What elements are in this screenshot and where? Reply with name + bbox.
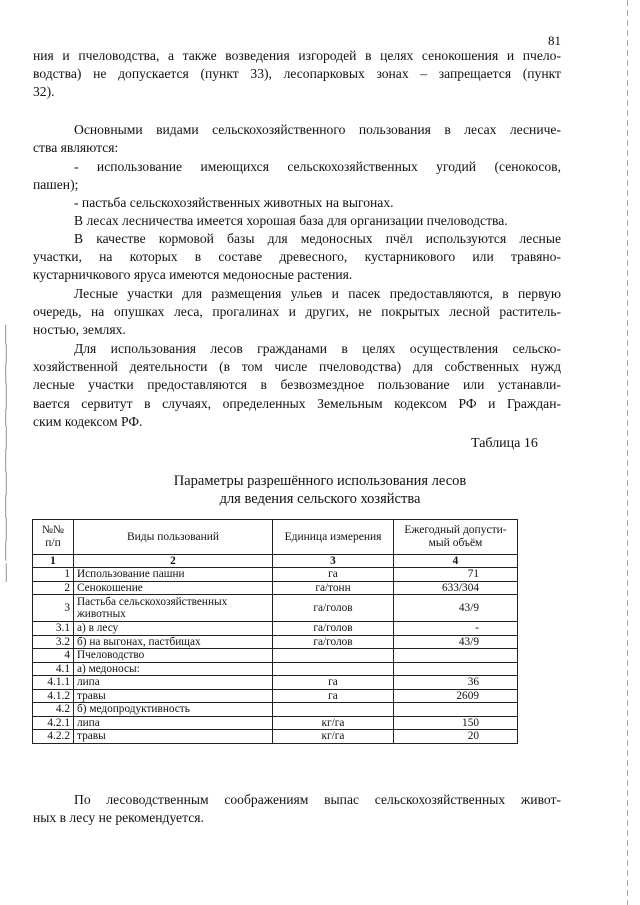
row-kind: а) в лесу (74, 622, 273, 636)
row-number: 4.2.2 (33, 730, 74, 744)
row-volume: 2609 (394, 689, 518, 703)
table-row (33, 689, 518, 703)
text-line: - использование имеющихся сельскохозяйственных угодий (сенокосов, (74, 159, 561, 174)
text-line: По лесоводственным соображениям выпас сельскохозяйственных живот- (74, 792, 561, 807)
text-line: ским кодексом РФ. (33, 413, 143, 429)
paragraph-3 (33, 158, 561, 194)
row-volume (394, 703, 518, 717)
text-line: участки, на которых в составе древесного, кустарникового или травяно- (33, 249, 561, 265)
table-row (33, 581, 518, 595)
row-kind: а) медоносы: (74, 662, 273, 676)
row-number: 1 (33, 568, 74, 582)
paragraph-2 (33, 121, 561, 157)
row-volume: 36 (394, 676, 518, 690)
text-line: В лесах лесничества имеется хорошая база для организации пчеловодства. (74, 213, 508, 228)
row-volume: 633/304 (394, 581, 518, 595)
table-row (33, 676, 518, 690)
table-row (33, 595, 518, 622)
page-number: 81 (548, 33, 561, 48)
header-kind: Виды пользований (74, 520, 273, 555)
table-row (33, 635, 518, 649)
paragraph-4 (33, 194, 561, 212)
text-line: лесные участки предоставляются в безвозмездное пользование или устанавли- (33, 377, 561, 393)
paragraph-7 (33, 285, 561, 340)
row-volume: 43/9 (394, 595, 518, 622)
row-unit: га (273, 676, 394, 690)
table-header-row (33, 520, 518, 555)
row-kind: травы (74, 730, 273, 744)
row-number: 4.1 (33, 662, 74, 676)
row-unit: га/голов (273, 622, 394, 636)
column-number: 4 (394, 555, 518, 568)
row-kind: Использование пашни (74, 568, 273, 582)
row-number: 4.1.1 (33, 676, 74, 690)
text-line: ства являются: (33, 140, 119, 156)
row-unit: га/голов (273, 635, 394, 649)
header-volume: Ежегодный допусти-мый объём (394, 520, 518, 555)
row-volume (394, 649, 518, 663)
row-kind: липа (74, 716, 273, 730)
row-number: 4.2 (33, 703, 74, 717)
text-line: Лесные участки для размещения ульев и пасек предоставляются, в первую (74, 286, 561, 301)
row-kind: Сенокошение (74, 581, 273, 595)
table-row (33, 649, 518, 663)
forest-use-parameters-table (32, 519, 518, 744)
row-kind: травы (74, 689, 273, 703)
column-number: 2 (74, 555, 273, 568)
table-title-line-1: Параметры разрешённого использования лесов (173, 473, 467, 489)
row-unit (273, 649, 394, 663)
text-line: пашен); (33, 177, 79, 193)
column-number: 3 (273, 555, 394, 568)
text-line: вается сервитут в случаях, определенных Земельным кодексом РФ и Граждан- (33, 395, 561, 411)
text-line: ных в лесу не рекомендуется. (33, 810, 204, 826)
paragraph-6 (33, 230, 561, 285)
row-unit: га/голов (273, 595, 394, 622)
paragraph-1 (33, 47, 561, 102)
text-line: Основными видами сельскохозяйственного пользования в лесах лесниче- (74, 122, 561, 137)
row-unit: га (273, 568, 394, 582)
row-kind: Пчеловодство (74, 649, 273, 663)
row-number: 4.2.1 (33, 716, 74, 730)
row-number: 4 (33, 649, 74, 663)
table-row (33, 662, 518, 676)
table-label: Таблица 16 (471, 436, 538, 451)
table-row (33, 622, 518, 636)
row-volume: 43/9 (394, 635, 518, 649)
text-line: 32). (33, 84, 55, 100)
row-number: 2 (33, 581, 74, 595)
row-kind: б) медопродуктивность (74, 703, 273, 717)
table-row (33, 703, 518, 717)
row-volume: 150 (394, 716, 518, 730)
text-line: хозяйственной деятельности (в том числе пчеловодства) для собственных нужд (33, 359, 561, 375)
text-line: Для использования лесов гражданами в целях осуществления сельско- (74, 341, 561, 356)
table-row (33, 716, 518, 730)
row-unit (273, 662, 394, 676)
text-line: - пастьба сельскохозяйственных животных на выгонах. (74, 195, 394, 210)
paragraph-8 (33, 340, 561, 431)
text-line: В качестве кормовой базы для медоносных пчёл используются лесные (74, 231, 561, 246)
table-title (0, 472, 640, 508)
table-title-line-2: для ведения сельского хозяйства (219, 491, 421, 507)
row-number: 3.1 (33, 622, 74, 636)
text-line: ния и пчеловодства, а также возведения изгородей в целях сенокошения и пчело- (33, 48, 561, 63)
row-kind: б) на выгонах, пастбищах (74, 635, 273, 649)
text-line: водства) не допускается (пункт 33), лесопарковых зонах – запрещается (пункт (33, 66, 561, 82)
column-number-row (33, 555, 518, 568)
binding-edge-marks (5, 0, 9, 905)
text-line: ностью, землях. (33, 322, 126, 338)
row-number: 3.2 (33, 635, 74, 649)
table-row (33, 730, 518, 744)
row-unit: га (273, 689, 394, 703)
header-unit: Единица измерения (273, 520, 394, 555)
paragraph-5 (33, 212, 561, 230)
closing-paragraph (33, 791, 561, 827)
row-kind: Пастьба сельскохозяйственных животных (74, 595, 273, 622)
scan-right-edge (627, 0, 628, 905)
text-line: кустарничкового яруса имеются медоносные растения. (33, 267, 353, 283)
row-number: 4.1.2 (33, 689, 74, 703)
header-number: №№ п/п (33, 520, 74, 555)
column-number: 1 (33, 555, 74, 568)
row-kind: липа (74, 676, 273, 690)
row-volume: 71 (394, 568, 518, 582)
text-line: очередь, на опушках леса, прогалинах и других, не покрытых лесной раститель- (33, 304, 561, 320)
row-unit (273, 703, 394, 717)
row-volume: 20 (394, 730, 518, 744)
row-volume: - (394, 622, 518, 636)
row-number: 3 (33, 595, 74, 622)
row-volume (394, 662, 518, 676)
row-unit: кг/га (273, 730, 394, 744)
row-unit: га/тонн (273, 581, 394, 595)
table-row (33, 568, 518, 582)
row-unit: кг/га (273, 716, 394, 730)
